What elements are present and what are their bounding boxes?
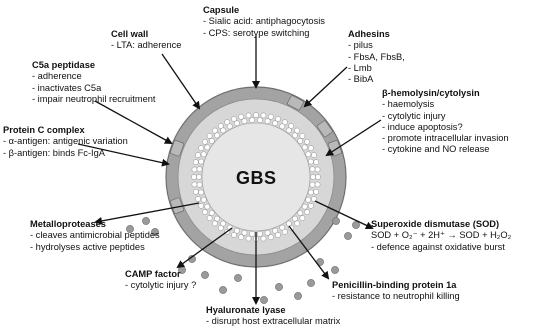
label-hyal-title: Hyaluronate lyase [206,305,286,315]
membrane-bead [195,152,200,157]
membrane-bead [191,174,196,179]
membrane-bead [195,196,200,201]
membrane-bead [315,167,320,172]
label-protein-c-title: Protein C complex [3,125,85,135]
membrane-bead [242,119,247,124]
secreted-molecule-dot [307,279,314,286]
membrane-bead [300,133,305,138]
label-hemolysin-line: - induce apoptosis? [382,121,463,132]
label-c5a-line: - inactivates C5a [32,82,102,93]
arrow-cell-wall [162,54,199,108]
membrane-bead [308,146,313,151]
membrane-bead [192,167,197,172]
membrane-bead [306,152,311,157]
membrane-bead [250,118,255,123]
membrane-bead [201,197,206,202]
label-c5a-line: - adherence [32,71,82,82]
secreted-molecule-dot [201,271,208,278]
membrane-bead [250,231,255,236]
label-sod-title: Superoxide dismutase (SOD) [371,219,500,229]
label-metalloproteases [30,219,160,253]
membrane-bead [257,118,262,123]
label-camp-title: CAMP factor [125,269,181,279]
membrane-bead [280,225,285,230]
label-sod-line: - defence against oxidative burst [371,241,505,252]
membrane-bead [304,139,309,144]
label-pbp-title: Penicillin-binding protein 1a [332,280,457,290]
membrane-bead [314,160,319,165]
label-hyal-line: - disrupt host extracellular matrix [206,316,341,327]
membrane-bead [308,159,313,164]
membrane-bead [280,124,285,129]
membrane-bead [286,221,291,226]
label-hemolysin-line: - cytokine and NO release [382,144,490,155]
label-cell-wall-title: Cell wall [111,29,149,39]
label-capsule-line: - Sialic acid: antiphagocytosis [203,16,325,27]
membrane-bead [197,182,202,187]
label-c5a-peptidase [32,60,156,105]
membrane-bead [193,189,198,194]
membrane-bead [212,128,217,133]
secreted-molecule-dot [332,217,339,224]
membrane-bead [205,204,210,209]
membrane-bead [214,133,219,138]
membrane-bead [315,182,320,187]
membrane-bead [207,216,212,221]
label-protein-c-line: - β-antigen: binds Fc-IgA [3,147,105,158]
label-camp-factor [125,269,196,292]
membrane-bead [202,139,207,144]
label-adhesins-title: Adhesins [348,29,390,39]
membrane-bead [295,221,300,226]
membrane-bead [199,159,204,164]
membrane-bead [311,152,316,157]
label-hyaluronate-lyase [206,305,340,328]
label-adhesins-line: - pilus [348,40,373,51]
membrane-bead [261,113,266,118]
membrane-bead [239,114,244,119]
membrane-bead [253,112,258,117]
membrane-bead [239,235,244,240]
membrane-bead [201,152,206,157]
label-cell-wall [111,29,181,52]
membrane-bead [234,121,239,126]
label-metallo-line: - cleaves antimicrobial peptides [30,230,160,241]
label-pbp1a [332,280,460,303]
membrane-bead [261,236,266,241]
membrane-bead [268,114,273,119]
membrane-bead [298,138,303,143]
label-adhesins-line: - Lmb [348,62,372,73]
membrane-bead [246,113,251,118]
membrane-bead [292,133,297,138]
membrane-bead [246,236,251,241]
membrane-bead [193,160,198,165]
membrane-bead [308,190,313,195]
membrane-bead [202,210,207,215]
membrane-bead [205,145,210,150]
membrane-bead [265,230,270,235]
membrane-bead [272,121,277,126]
secreted-molecule-dot [219,286,226,293]
center-label-gbs: GBS [236,168,277,188]
membrane-bead [302,204,307,209]
membrane-bead [306,197,311,202]
membrane-bead [304,210,309,215]
membrane-bead [310,167,315,172]
label-protein-c-line: - α-antigen: antigenic variation [3,136,128,147]
label-sod-reaction: SOD + O₂⁻ + 2H⁺ → SOD + H₂O₂ [371,230,512,241]
label-capsule-line: - CPS: serotype switching [203,27,310,38]
membrane-bead [221,221,226,226]
membrane-bead [192,182,197,187]
membrane-bead [302,145,307,150]
membrane-bead [310,174,315,179]
secreted-molecule-dot [331,266,338,273]
label-protein-c [3,125,128,159]
label-adhesins-line: - FbsA, FbsB, [348,51,405,62]
label-capsule [203,5,325,39]
membrane-bead [268,235,273,240]
membrane-bead [209,210,214,215]
label-metallo-title: Metalloproteases [30,219,106,229]
label-cell-wall-line: - LTA: adherence [111,40,182,51]
label-sod [371,219,511,253]
label-pbp-line: - resistance to neutrophil killing [332,291,460,302]
membrane-bead [242,230,247,235]
membrane-bead [310,182,315,187]
membrane-bead [298,210,303,215]
membrane-bead [199,190,204,195]
label-hemolysin-title: β-hemolysin/cytolysin [382,88,480,98]
label-c5a-line: - impair neutrophil recruitment [32,93,156,104]
membrane-bead [199,146,204,151]
membrane-bead [197,167,202,172]
membrane-bead [227,124,232,129]
membrane-bead [212,221,217,226]
label-hemolysin [382,88,509,156]
label-adhesins [348,29,405,85]
secreted-molecule-dot [344,232,351,239]
membrane-bead [257,231,262,236]
secreted-molecule-dot [294,292,301,299]
arrow-adhesins [305,67,347,106]
secreted-molecule-dot [275,283,282,290]
membrane-bead [196,174,201,179]
label-adhesins-line: - BibA [348,74,374,85]
membrane-bead [272,228,277,233]
membrane-bead [286,128,291,133]
label-hemolysin-line: - cytolytic injury [382,110,446,121]
membrane-bead [221,128,226,133]
membrane-bead [292,216,297,221]
label-camp-line: - cytolytic injury ? [125,280,197,291]
membrane-bead [314,189,319,194]
label-hemolysin-line: - haemolysis [382,99,435,110]
label-hemolysin-line: - promote intracellular invasion [382,133,509,144]
membrane-bead [199,203,204,208]
membrane-bead [209,138,214,143]
secreted-molecule-dot [234,274,241,281]
membrane-bead [295,128,300,133]
membrane-bead [308,203,313,208]
membrane-bead [207,133,212,138]
label-metallo-line: - hydrolyses active peptides [30,241,145,252]
membrane-bead [300,216,305,221]
secreted-molecule-dot [352,221,359,228]
secreted-molecule-dot [260,296,267,303]
membrane-bead [315,174,320,179]
label-c5a-title: C5a peptidase [32,60,96,70]
membrane-bead [265,119,270,124]
membrane-bead [214,216,219,221]
membrane-bead [234,228,239,233]
label-capsule-title: Capsule [203,5,240,15]
